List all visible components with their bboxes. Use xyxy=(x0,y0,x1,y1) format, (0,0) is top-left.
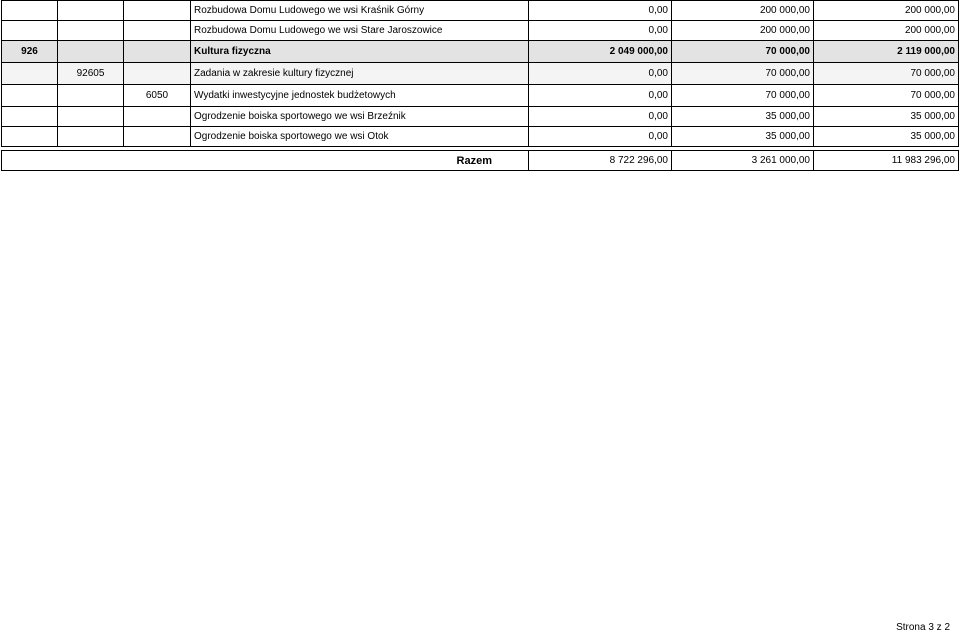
dzial-cell xyxy=(2,107,58,127)
plan-before-cell: 0,00 xyxy=(529,127,672,147)
plan-before-cell: 0,00 xyxy=(529,85,672,107)
name-cell: Wydatki inwestycyjne jednostek budżetowych xyxy=(191,85,529,107)
plan-before-cell: 0,00 xyxy=(529,1,672,21)
table-row xyxy=(2,107,959,127)
table-row xyxy=(2,127,959,147)
table-row xyxy=(2,21,959,41)
paragraf-cell xyxy=(124,63,191,85)
plan-before-cell: 2 049 000,00 xyxy=(529,41,672,63)
plan-after-cell: 200 000,00 xyxy=(814,1,959,21)
plan-after-cell: 200 000,00 xyxy=(814,21,959,41)
paragraf-cell xyxy=(124,1,191,21)
plan-before-cell: 0,00 xyxy=(529,63,672,85)
rozdzial-cell xyxy=(58,41,124,63)
paragraf-cell xyxy=(124,41,191,63)
plan-after-cell: 2 119 000,00 xyxy=(814,41,959,63)
name-cell: Kultura fizyczna xyxy=(191,41,529,63)
rozdzial-cell xyxy=(58,1,124,21)
page-number: Strona 3 z 2 xyxy=(896,622,950,633)
table-row xyxy=(2,1,959,21)
plan-before-cell: 0,00 xyxy=(529,107,672,127)
plan-after-cell: 35 000,00 xyxy=(814,107,959,127)
budget-table-body xyxy=(2,1,959,147)
total-plan-after: 11 983 296,00 xyxy=(814,151,959,171)
dzial-cell xyxy=(2,63,58,85)
dzial-cell: 926 xyxy=(2,41,58,63)
budget-table xyxy=(1,0,959,147)
change-cell: 200 000,00 xyxy=(672,21,814,41)
plan-after-cell: 70 000,00 xyxy=(814,63,959,85)
total-plan-before: 8 722 296,00 xyxy=(529,151,672,171)
total-change: 3 261 000,00 xyxy=(672,151,814,171)
name-cell: Zadania w zakresie kultury fizycznej xyxy=(191,63,529,85)
table-row xyxy=(2,63,959,85)
total-label: Razem xyxy=(2,151,529,171)
total-row xyxy=(2,151,959,171)
dzial-cell xyxy=(2,21,58,41)
rozdzial-cell xyxy=(58,107,124,127)
change-cell: 70 000,00 xyxy=(672,63,814,85)
dzial-cell xyxy=(2,85,58,107)
name-cell: Ogrodzenie boiska sportowego we wsi Otok xyxy=(191,127,529,147)
name-cell: Rozbudowa Domu Ludowego we wsi Stare Jaroszowice xyxy=(191,21,529,41)
paragraf-cell xyxy=(124,127,191,147)
paragraf-cell: 6050 xyxy=(124,85,191,107)
plan-after-cell: 35 000,00 xyxy=(814,127,959,147)
table-row xyxy=(2,41,959,63)
rozdzial-cell: 92605 xyxy=(58,63,124,85)
plan-before-cell: 0,00 xyxy=(529,21,672,41)
paragraf-cell xyxy=(124,21,191,41)
change-cell: 70 000,00 xyxy=(672,41,814,63)
rozdzial-cell xyxy=(58,85,124,107)
name-cell: Rozbudowa Domu Ludowego we wsi Kraśnik Górny xyxy=(191,1,529,21)
change-cell: 35 000,00 xyxy=(672,127,814,147)
change-cell: 70 000,00 xyxy=(672,85,814,107)
change-cell: 200 000,00 xyxy=(672,1,814,21)
rozdzial-cell xyxy=(58,21,124,41)
plan-after-cell: 70 000,00 xyxy=(814,85,959,107)
name-cell: Ogrodzenie boiska sportowego we wsi Brzeźnik xyxy=(191,107,529,127)
paragraf-cell xyxy=(124,107,191,127)
dzial-cell xyxy=(2,127,58,147)
rozdzial-cell xyxy=(58,127,124,147)
table-row xyxy=(2,85,959,107)
change-cell: 35 000,00 xyxy=(672,107,814,127)
dzial-cell xyxy=(2,1,58,21)
total-table xyxy=(1,150,959,171)
